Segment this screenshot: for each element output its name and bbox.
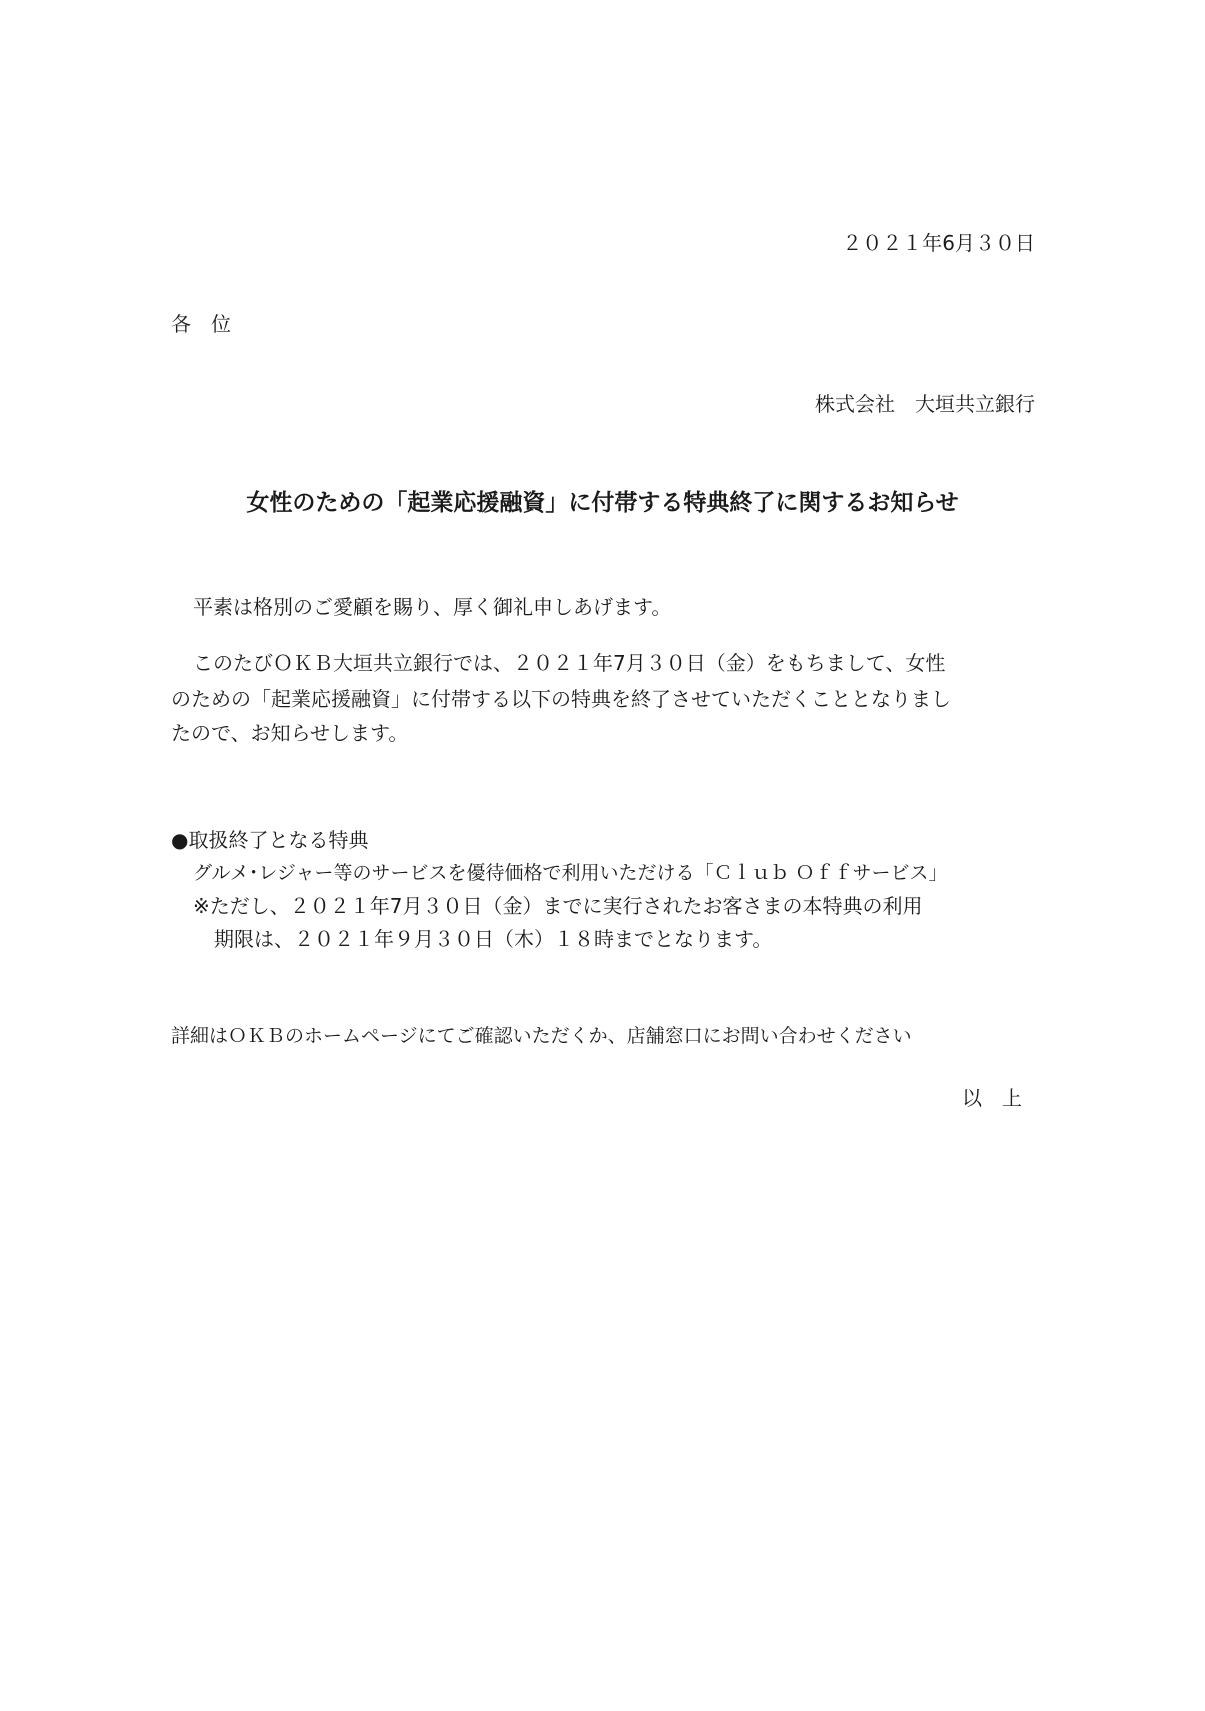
recipient-salutation: 各 位: [171, 312, 231, 336]
announcement-line-1: このたびＯＫＢ大垣共立銀行では、２０２１年7月３０日（金）をもちまして、女性: [193, 651, 946, 675]
sender-name: 株式会社 大垣共立銀行: [815, 392, 1035, 416]
document-title: 女性のための「起業応援融資」に付帯する特典終了に関するお知らせ: [246, 490, 959, 516]
announcement-line-2: のための「起業応援融資」に付帯する以下の特典を終了させていただくこととなりまし: [171, 687, 951, 711]
benefit-note-line-2: 期限は、２０２１年９月３０日（木）１８時までとなります。: [214, 927, 773, 951]
document-date: ２０２１年6月３０日: [842, 231, 1035, 255]
benefit-item: グルメ･レジャー等のサービスを優待価格で利用いただける「Ｃｌｕｂ Ｏｆｆサービス」: [193, 862, 948, 884]
benefit-heading: ●取扱終了となる特典: [171, 828, 369, 852]
greeting-paragraph: 平素は格別のご愛顧を賜り、厚く御礼申しあげます。: [193, 595, 672, 619]
benefit-note-line-1: ※ただし、２０２１年7月３０日（金）までに実行されたお客さまの本特典の利用: [193, 894, 923, 918]
details-contact-text: 詳細はＯＫＢのホームページにてご確認いただくか、店舗窓口にお問い合わせください: [171, 1025, 912, 1047]
closing-remark: 以 上: [962, 1086, 1022, 1110]
announcement-line-3: たので、お知らせします。: [171, 721, 409, 745]
